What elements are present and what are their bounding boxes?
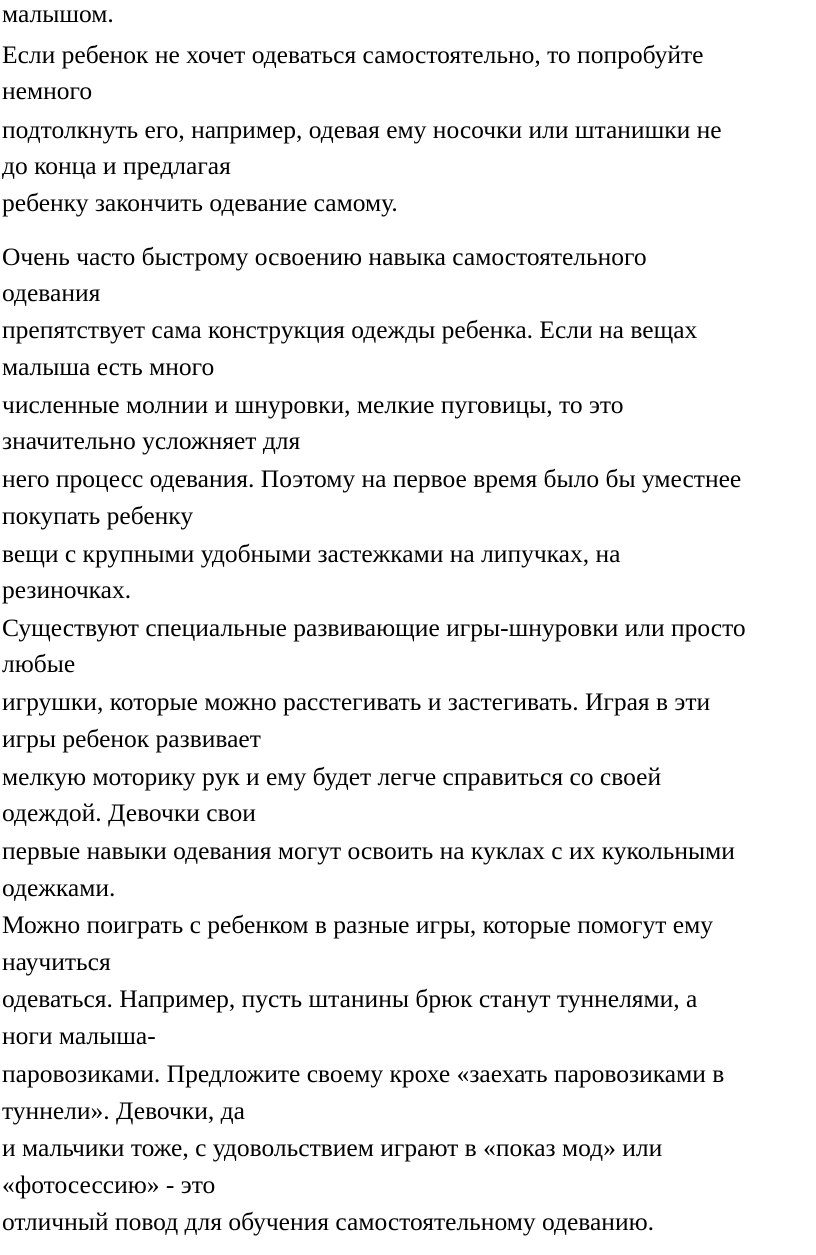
text-line: ребенку закончить одевание самому. [2, 188, 398, 217]
text-line: мелкую моторику рук и ему будет легче справиться со своей [2, 762, 662, 791]
text-line: одевания [2, 278, 101, 307]
text-line: одеждой. Девочки свои [2, 798, 256, 827]
text-line: игрушки, которые можно расстегивать и застегивать. Играя в эти [2, 687, 711, 716]
text-line: Существуют специальные развивающие игры-шнуровки или просто [2, 613, 746, 642]
text-line: численные молнии и шнуровки, мелкие пуговицы, то это [2, 390, 624, 419]
text-line: одежками. [2, 873, 116, 902]
text-line: «фотосессию» - это [2, 1170, 216, 1199]
text-line: резиночках. [2, 575, 132, 604]
text-line: малышом. [2, 0, 114, 28]
text-line: Если ребенок не хочет одеваться самостоятельно, то попробуйте [2, 40, 704, 69]
text-line: подтолкнуть его, например, одевая ему носочки или штанишки не [2, 115, 722, 144]
text-line: него процесс одевания. Поэтому на первое время было бы уместнее [2, 464, 742, 493]
text-line: вещи с крупными удобными застежками на липучках, на [2, 539, 621, 568]
text-line: отличный повод для обучения самостоятельному одеванию. [2, 1207, 655, 1236]
text-line: немного [2, 76, 93, 105]
text-line: туннели». Девочки, да [2, 1096, 245, 1125]
text-line: малыша есть много [2, 352, 215, 381]
text-line: одеваться. Например, пусть штанины брюк станут туннелями, а [2, 984, 698, 1013]
text-line: покупать ребенку [2, 501, 194, 530]
text-line: ноги малыша- [2, 1021, 156, 1050]
text-line: игры ребенок развивает [2, 724, 261, 753]
text-line: паровозиками. Предложите своему крохе «заехать паровозиками в [2, 1059, 725, 1088]
text-line: Очень часто быстрому освоению навыка самостоятельного [2, 242, 647, 271]
text-line: и мальчики тоже, с удовольствием играют в «показ мод» или [2, 1133, 663, 1162]
text-line: препятствует сама конструкция одежды ребенка. Если на вещах [2, 315, 698, 344]
text-line: первые навыки одевания могут освоить на куклах с их кукольными [2, 836, 735, 865]
text-line: научиться [2, 947, 111, 976]
text-line: любые [2, 649, 76, 678]
text-line: до конца и предлагая [2, 151, 231, 180]
text-line: значительно усложняет для [2, 426, 301, 455]
text-line: Можно поиграть с ребенком в разные игры, которые помогут ему [2, 910, 713, 939]
